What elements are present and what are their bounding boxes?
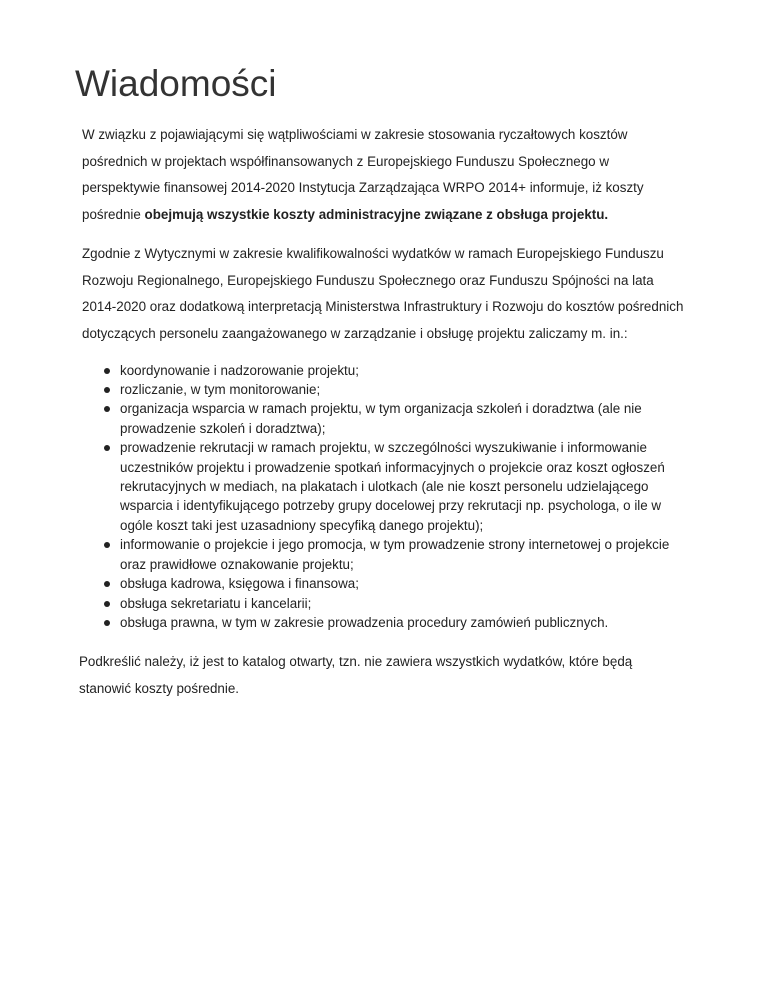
document-page bbox=[75, 60, 685, 703]
bullet-icon bbox=[104, 387, 110, 393]
intro-paragraph bbox=[82, 122, 685, 229]
bullet-icon bbox=[104, 368, 110, 374]
list-item-text: rozliczanie, w tym monitorowanie; bbox=[120, 382, 321, 398]
list-item-text: organizacja wsparcia w ramach projektu, w tym organizacja szkoleń i doradztwa (ale nie prowadzenie szkoleń i doradztwa); bbox=[120, 401, 642, 436]
bullet-icon bbox=[104, 620, 110, 626]
intro-bold-text: obejmują wszystkie koszty administracyjne związane z obsługa projektu. bbox=[144, 207, 609, 223]
list-item-text: prowadzenie rekrutacji w ramach projektu, w szczególności wyszukiwanie i informowanie uczestników projektu i prowadzenie spotkań informacyjnych o projekcie oraz koszt ogłoszeń rekrutacyjnych w mediach, na plakatach i ulotkach (ale nie koszt personelu udzielającego wsparcia i identyfikującego potrzeby grupy docelowej przy rekrutacji np. psychologa, o ile w ogóle koszt taki jest uzasadniony specyfiką danego projektu); bbox=[120, 440, 665, 533]
intro-text: W związku z pojawiającymi się wątpliwościami w zakresie stosowania ryczałtowych kosztów pośrednich w projektach współfinansowanych z Europejskiego Funduszu Społecznego w perspektywie finansowej 2014-2020 Instytucja Zarządzająca WRPO 2014+ informuje, iż koszty pośrednie bbox=[82, 127, 644, 223]
guidelines-paragraph: Zgodnie z Wytycznymi w zakresie kwalifikowalności wydatków w ramach Europejskiego Funduszu Rozwoju Regionalnego, Europejskiego Funduszu Społecznego oraz Funduszu Spójności na lata 2014-2020 oraz dodatkową interpretacją Ministerstwa Infrastruktury i Rozwoju do kosztów pośrednich dotyczących personelu zaangażowanego w zarządzanie i obsługę projektu zaliczamy m. in.: bbox=[82, 245, 684, 341]
bullet-icon bbox=[104, 445, 110, 451]
list-item-text: obsługa prawna, w tym w zakresie prowadzenia procedury zamówień publicznych. bbox=[120, 614, 609, 630]
list-item bbox=[120, 594, 685, 613]
bullet-icon bbox=[104, 581, 110, 587]
bullet-icon bbox=[104, 601, 110, 607]
list-item-text: koordynowanie i nadzorowanie projektu; bbox=[120, 362, 359, 378]
list-item-text: obsługa sekretariatu i kancelarii; bbox=[120, 595, 312, 611]
list-item bbox=[120, 535, 685, 574]
list-item bbox=[120, 574, 685, 593]
list-item-text: obsługa kadrowa, księgowa i finansowa; bbox=[120, 576, 359, 592]
list-item bbox=[120, 380, 685, 399]
bullet-icon bbox=[104, 542, 110, 548]
page-title: Wiadomości bbox=[75, 63, 277, 104]
list-item bbox=[120, 361, 685, 380]
list-item bbox=[120, 438, 685, 535]
closing-paragraph: Podkreślić należy, iż jest to katalog otwarty, tzn. nie zawiera wszystkich wydatków, które będą stanowić koszty pośrednie. bbox=[79, 654, 633, 697]
bullet-icon bbox=[104, 406, 110, 412]
cost-list bbox=[75, 361, 685, 633]
list-item bbox=[120, 399, 685, 438]
list-item bbox=[120, 613, 685, 632]
list-item-text: informowanie o projekcie i jego promocja, w tym prowadzenie strony internetowej o projekcie oraz prawidłowe oznakowanie projektu; bbox=[120, 537, 670, 572]
